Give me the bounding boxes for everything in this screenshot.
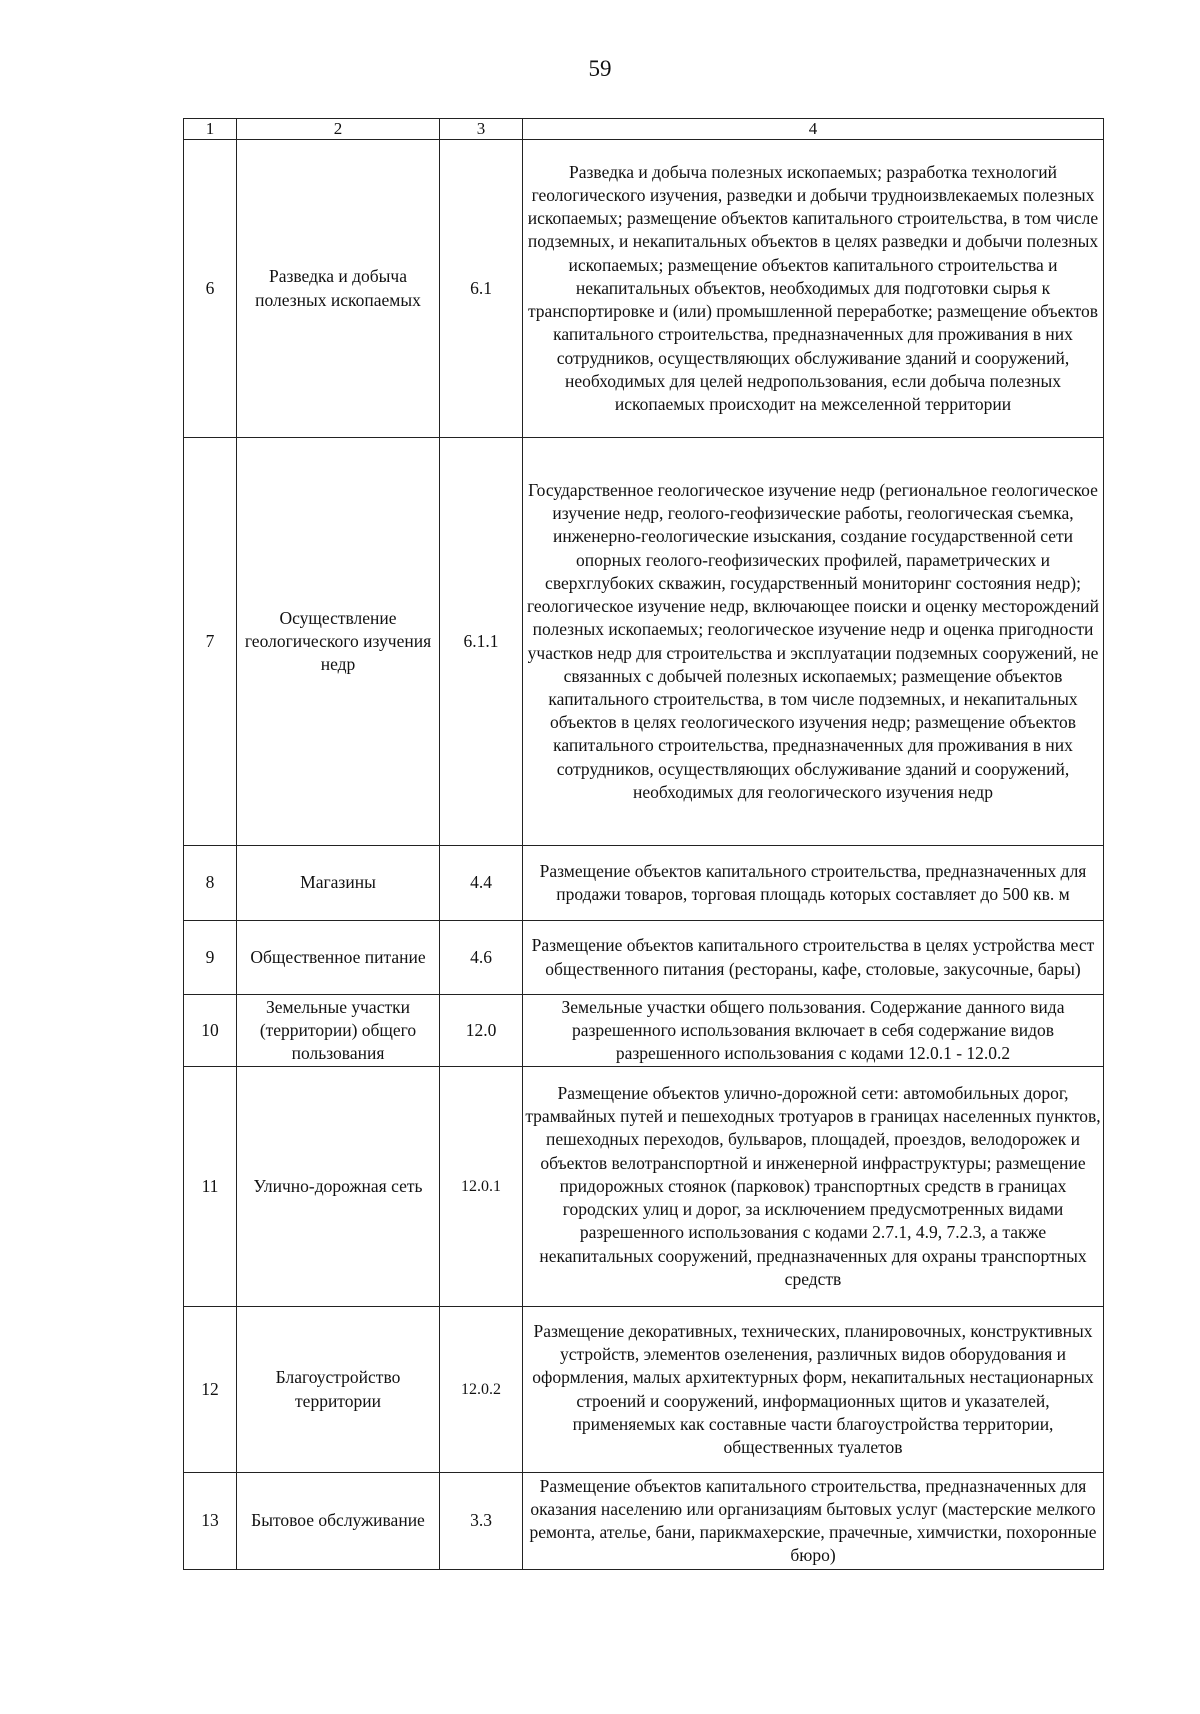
table-header-row bbox=[184, 119, 1104, 140]
header-col-4: 4 bbox=[523, 119, 1104, 140]
use-type-name: Магазины bbox=[237, 846, 440, 921]
table-row bbox=[184, 1307, 1104, 1473]
use-type-code: 4.4 bbox=[440, 846, 523, 921]
table-row bbox=[184, 846, 1104, 921]
table-row bbox=[184, 438, 1104, 846]
header-col-3: 3 bbox=[440, 119, 523, 140]
use-type-description: Размещение объектов улично-дорожной сети: автомобильных дорог, трамвайных путей и пешеходных тротуаров в границах населенных пунктов, пешеходных переходов, бульваров, площадей, проездов, велодорожек и объектов велотранспортной и инженерной инфраструктуры; размещение придорожных стоянок (парковок) транспортных средств в границах городских улиц и дорог, за исключением предусмотренных видами разрешенного использования с кодами 2.7.1, 4.9, 7.2.3, а также некапитальных сооружений, предназначенных для охраны транспортных средств bbox=[523, 1067, 1104, 1307]
use-type-description: Земельные участки общего пользования. Содержание данного вида разрешенного использования включает в себя содержание видов разрешенного использования с кодами 12.0.1 - 12.0.2 bbox=[523, 995, 1104, 1067]
row-number: 12 bbox=[184, 1307, 237, 1473]
table-row bbox=[184, 140, 1104, 438]
row-number: 13 bbox=[184, 1473, 237, 1570]
row-number: 11 bbox=[184, 1067, 237, 1307]
use-type-name: Земельные участки (территории) общего пользования bbox=[237, 995, 440, 1067]
table-row bbox=[184, 1473, 1104, 1570]
table-row bbox=[184, 921, 1104, 995]
use-type-description: Размещение объектов капитального строительства, предназначенных для оказания населению или организациям бытовых услуг (мастерские мелкого ремонта, ателье, бани, парикмахерские, прачечные, химчистки, похоронные бюро) bbox=[523, 1473, 1104, 1570]
use-type-code: 3.3 bbox=[440, 1473, 523, 1570]
use-type-code: 4.6 bbox=[440, 921, 523, 995]
row-number: 8 bbox=[184, 846, 237, 921]
use-type-name: Улично-дорожная сеть bbox=[237, 1067, 440, 1307]
use-type-name: Осуществление геологического изучения недр bbox=[237, 438, 440, 846]
row-number: 9 bbox=[184, 921, 237, 995]
use-type-code: 12.0 bbox=[440, 995, 523, 1067]
page-number: 59 bbox=[588, 56, 612, 81]
row-number: 7 bbox=[184, 438, 237, 846]
use-type-code: 12.0.1 bbox=[440, 1067, 523, 1307]
use-type-code: 12.0.2 bbox=[440, 1307, 523, 1473]
use-type-description: Размещение декоративных, технических, планировочных, конструктивных устройств, элементов озеленения, различных видов оборудования и оформления, малых архитектурных форм, некапитальных нестационарных строений и сооружений, информационных щитов и указателей, применяемых как составные части благоустройства территории, общественных туалетов bbox=[523, 1307, 1104, 1473]
use-type-code: 6.1 bbox=[440, 140, 523, 438]
row-number: 10 bbox=[184, 995, 237, 1067]
table-row bbox=[184, 995, 1104, 1067]
use-type-name: Бытовое обслуживание bbox=[237, 1473, 440, 1570]
use-type-description: Государственное геологическое изучение недр (региональное геологическое изучение недр, геолого-геофизические работы, геологическая съемка, инженерно-геологические изыскания, создание государственной сети опорных геолого-геофизических профилей, параметрических и сверхглубоких скважин, государственный мониторинг состояния недр); геологическое изучение недр, включающее поиски и оценку месторождений полезных ископаемых; геологическое изучение недр и оценка пригодности участков недр для строительства и эксплуатации подземных сооружений, не связанных с добычей полезных ископаемых; размещение объектов капитального строительства, в том числе подземных, и некапитальных объектов в целях геологического изучения недр; размещение объектов капитального строительства, предназначенных для проживания в них сотрудников, осуществляющих обслуживание зданий и сооружений, необходимых для геологического изучения недр bbox=[523, 438, 1104, 846]
use-type-description: Размещение объектов капитального строительства в целях устройства мест общественного питания (рестораны, кафе, столовые, закусочные, бары) bbox=[523, 921, 1104, 995]
header-col-1: 1 bbox=[184, 119, 237, 140]
use-type-name: Благоустройство территории bbox=[237, 1307, 440, 1473]
use-type-name: Разведка и добыча полезных ископаемых bbox=[237, 140, 440, 438]
use-type-code: 6.1.1 bbox=[440, 438, 523, 846]
use-type-description: Размещение объектов капитального строительства, предназначенных для продажи товаров, торговая площадь которых составляет до 500 кв. м bbox=[523, 846, 1104, 921]
header-col-2: 2 bbox=[237, 119, 440, 140]
land-use-table bbox=[183, 118, 1104, 1570]
table-row bbox=[184, 1067, 1104, 1307]
row-number: 6 bbox=[184, 140, 237, 438]
use-type-description: Разведка и добыча полезных ископаемых; разработка технологий геологического изучения, разведки и добычи трудноизвлекаемых полезных ископаемых; размещение объектов капитального строительства, в том числе подземных, и некапитальных объектов в целях разведки и добычи полезных ископаемых; размещение объектов капитального строительства и некапитальных объектов, необходимых для подготовки сырья к транспортировке и (или) промышленной переработке; размещение объектов капитального строительства, предназначенных для проживания в них сотрудников, осуществляющих обслуживание зданий и сооружений, необходимых для целей недропользования, если добыча полезных ископаемых происходит на межселенной территории bbox=[523, 140, 1104, 438]
use-type-name: Общественное питание bbox=[237, 921, 440, 995]
